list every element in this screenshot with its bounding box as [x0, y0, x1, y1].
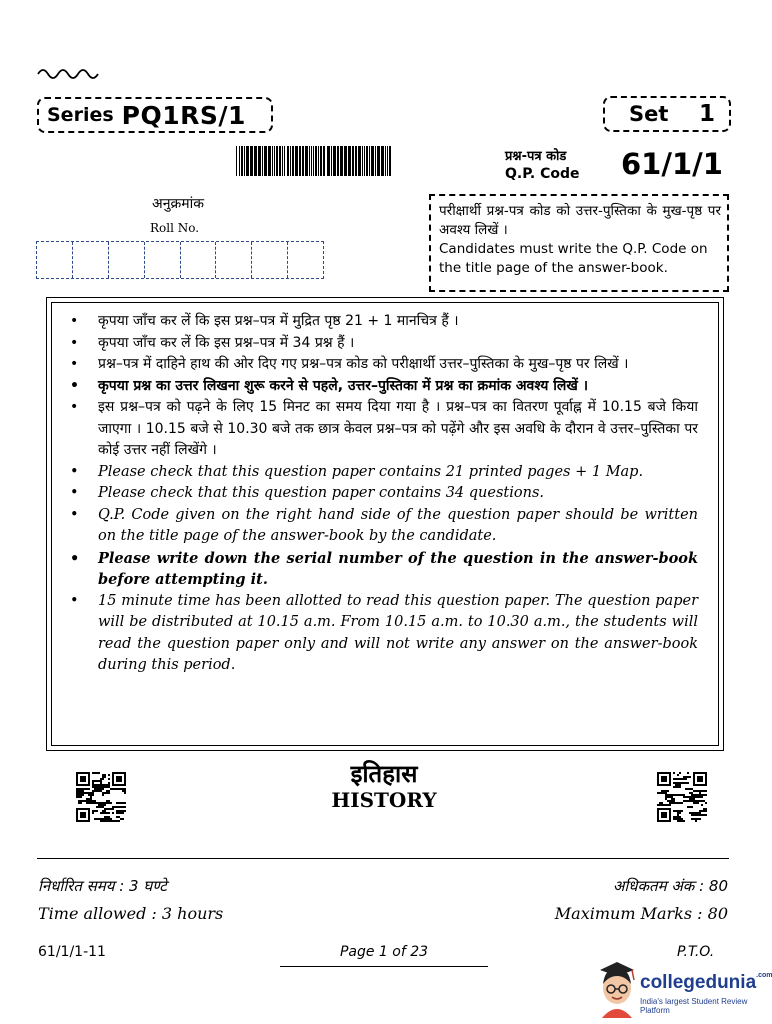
subject-title: HISTORY: [331, 788, 437, 812]
logo-name-text: collegedunia: [640, 972, 757, 993]
divider: [37, 858, 729, 859]
instruction-item: • प्रश्न–पत्र में दाहिने हाथ की ओर दिए गए प्रश्न–पत्र कोड को परीक्षार्थी उत्तर–पुस्तिका के मुख–पृष्ठ पर लिखें ।: [68, 354, 698, 376]
barcode-icon: [236, 146, 394, 176]
roll-no-cell[interactable]: [181, 242, 217, 278]
set-label: Set: [629, 102, 669, 126]
max-marks-hindi: अधिकतम अंक : 80: [612, 877, 728, 895]
footer-paper-code: 61/1/1-11: [38, 944, 106, 960]
qp-code-label-hindi: प्रश्न-पत्र कोड: [505, 149, 567, 164]
roll-no-boxes[interactable]: [36, 241, 324, 279]
series-label: Series: [47, 104, 114, 126]
instruction-item: • Please check that this question paper contains 34 questions.: [68, 483, 698, 505]
roll-no-cell[interactable]: [145, 242, 181, 278]
roll-no-cell[interactable]: [37, 242, 73, 278]
instruction-item: • Q.P. Code given on the right hand side of the question paper should be written on the title page of the answer-book by the candidate.: [68, 505, 698, 548]
page-number-underline: [280, 966, 488, 967]
time-allowed-hindi: निर्धारित समय : 3 घण्टे: [38, 877, 167, 895]
roll-no-cell[interactable]: [252, 242, 288, 278]
notice-hindi: परीक्षार्थी प्रश्न-पत्र कोड को उत्तर-पुस्तिका के मुख-पृष्ठ पर अवश्य लिखें ।: [439, 203, 721, 238]
roll-no-label-hindi: अनुक्रमांक: [152, 196, 204, 212]
series-value: PQ1RS/1: [121, 100, 246, 130]
collegedunia-logo[interactable]: [596, 958, 772, 1020]
instruction-item: • Please check that this question paper contains 21 printed pages + 1 Map.: [68, 462, 698, 484]
instruction-item: • कृपया जाँच कर लें कि इस प्रश्न–पत्र में मुद्रित पृष्ठ 21 + 1 मानचित्र हैं ।: [68, 311, 698, 333]
tilde-mark: [36, 62, 102, 82]
logo-tagline: India's largest Student Review Platform: [640, 997, 748, 1015]
instruction-item: • कृपया प्रश्न का उत्तर लिखना शुरू करने से पहले, उत्तर–पुस्तिका में प्रश्न का क्रमांक अवश्य लिखें ।: [68, 376, 698, 398]
set-value: 1: [698, 101, 715, 127]
logo-suffix: .com: [756, 972, 772, 979]
max-marks: Maximum Marks : 80: [554, 904, 728, 923]
qp-code-notice: [429, 194, 729, 292]
notice-english: Candidates must write the Q.P. Code on the title page of the answer-book.: [439, 241, 708, 276]
roll-no-cell[interactable]: [109, 242, 145, 278]
logo-name: [640, 972, 772, 994]
qp-code-value: 61/1/1: [621, 147, 723, 181]
page-number: Page 1 of 23: [339, 944, 429, 960]
instructions-inner: [51, 302, 719, 746]
set-box: [603, 96, 731, 132]
series-box: [37, 97, 273, 133]
roll-no-label: Roll No.: [150, 221, 200, 235]
subject-title-hindi: इतिहास: [350, 760, 418, 788]
instruction-item: • 15 minute time has been allotted to read this question paper. The question paper will be distributed at 10.15 a.m. From 10.15 a.m. to 10.30 a.m., the students will read the question paper only and will not write any answer on the answer-book during this period.: [68, 591, 698, 677]
time-allowed: Time allowed : 3 hours: [38, 904, 224, 923]
pto-label: P.T.O.: [677, 944, 715, 960]
instructions-list: [68, 311, 698, 677]
instruction-item: • कृपया जाँच कर लें कि इस प्रश्न–पत्र में 34 प्रश्न हैं ।: [68, 333, 698, 355]
roll-no-cell[interactable]: [288, 242, 323, 278]
mascot-icon: [596, 958, 638, 1018]
instructions-box: [46, 297, 724, 751]
roll-no-cell[interactable]: [216, 242, 252, 278]
instruction-item: • Please write down the serial number of the question in the answer-book before attempting it.: [68, 548, 698, 591]
roll-no-cell[interactable]: [73, 242, 109, 278]
qp-code-label: Q.P. Code: [505, 166, 580, 182]
instruction-item: • इस प्रश्न–पत्र को पढ़ने के लिए 15 मिनट का समय दिया गया है । प्रश्न–पत्र का वितरण पूर्वाह्न में 10.15 बजे किया जाएगा । 10.15 बजे से 10.30 बजे तक छात्र केवल प्रश्न–पत्र को पढ़ेंगे और इस अवधि के दौरान वे उत्तर–पुस्तिका पर कोई उत्तर नहीं लिखेंगे ।: [68, 397, 698, 462]
